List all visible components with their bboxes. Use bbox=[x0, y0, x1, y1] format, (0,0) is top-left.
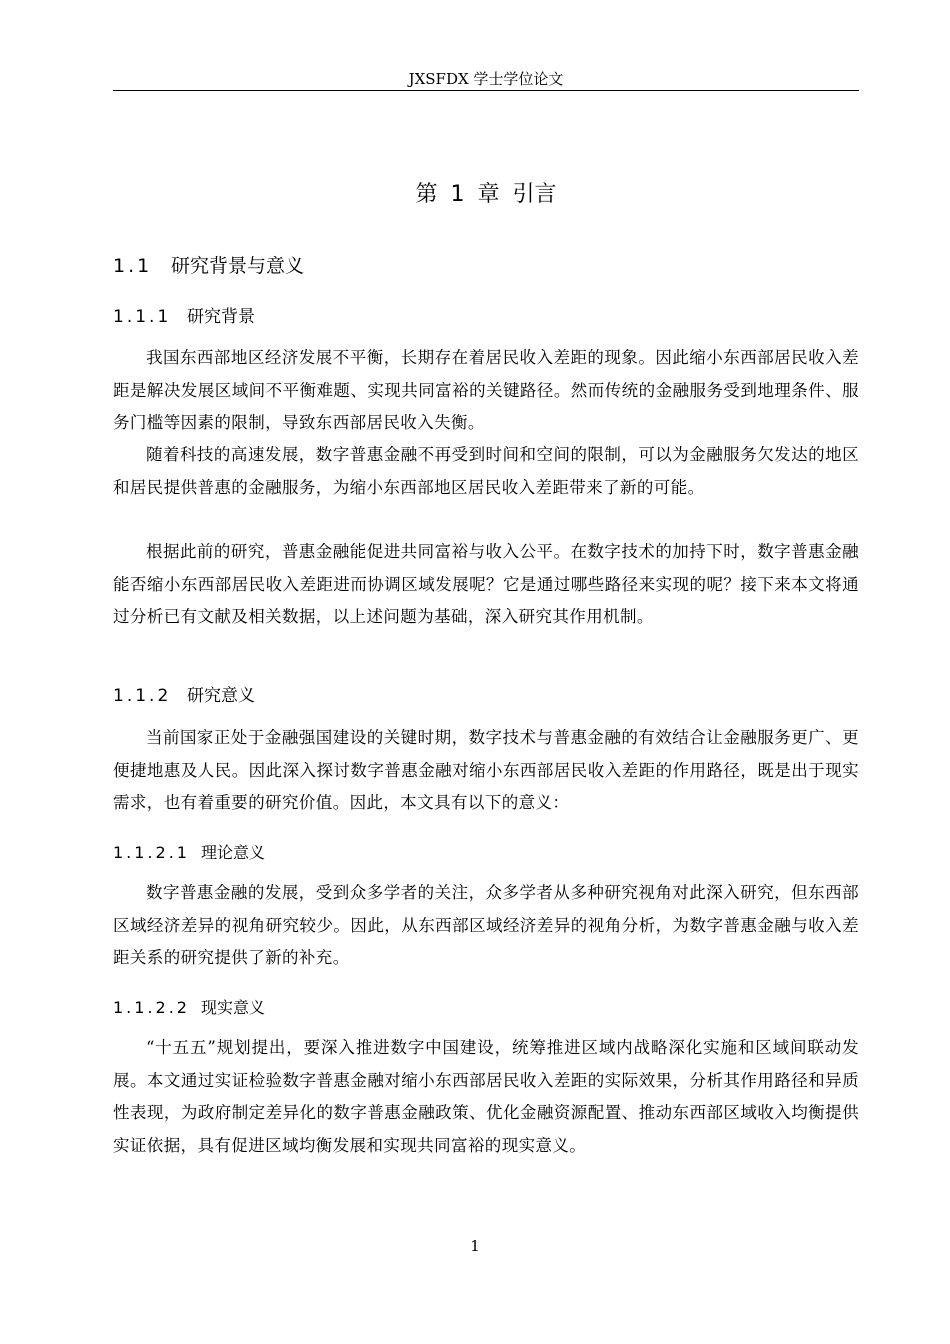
section-heading-1-1 bbox=[113, 252, 304, 280]
section-title: 研究意义 bbox=[187, 686, 255, 706]
section-title: 现实意义 bbox=[201, 998, 266, 1017]
section-title: 理论意义 bbox=[201, 843, 266, 862]
section-number: 1.1 bbox=[113, 255, 153, 277]
paragraph-background-2: 随着科技的高速发展，数字普惠金融不再受到时间和空间的限制，可以为金融服务欠发达的地区和居民提供普惠的金融服务，为缩小东西部地区居民收入差距带来了新的可能。 bbox=[113, 445, 859, 497]
section-title: 研究背景与意义 bbox=[171, 255, 305, 277]
section-heading-1-1-1 bbox=[113, 304, 255, 330]
paragraph-background-3: 根据此前的研究，普惠金融能促进共同富裕与收入公平。在数字技术的加持下时，数字普惠金融能否缩小东西部居民收入差距进而协调区域发展呢？它是通过哪些路径来实现的呢？接下来本文将通过分析已有文献及相关数据，以上述问题为基础，深入研究其作用机制。 bbox=[113, 542, 859, 626]
section-heading-1-1-2-1 bbox=[113, 841, 265, 865]
paragraph-significance: 当前国家正处于金融强国建设的关键时期，数字技术与普惠金融的有效结合让金融服务更广、更便捷地惠及人民。因此深入探讨数字普惠金融对缩小东西部居民收入差距的作用路径，既是出于现实需求，也有着重要的研究价值。因此，本文具有以下的意义： bbox=[113, 728, 859, 812]
section-heading-1-1-2 bbox=[113, 683, 255, 709]
header-rule bbox=[113, 90, 859, 91]
paragraph-theoretical: 数字普惠金融的发展，受到众多学者的关注，众多学者从多种研究视角对此深入研究，但东西部区域经济差异的视角研究较少。因此，从东西部区域经济差异的视角分析，为数字普惠金融与收入差距关系的研究提供了新的补充。 bbox=[113, 883, 859, 967]
section-heading-1-1-2-2 bbox=[113, 996, 265, 1020]
section-number: 1.1.2.1 bbox=[113, 843, 190, 862]
section-number: 1.1.2 bbox=[113, 686, 172, 706]
paragraph-background-1: 我国东西部地区经济发展不平衡，长期存在着居民收入差距的现象。因此缩小东西部居民收入差距是解决发展区域间不平衡难题、实现共同富裕的关键路径。然而传统的金融服务受到地理条件、服务门槛等因素的限制，导致东西部居民收入失衡。 bbox=[113, 348, 859, 432]
section-title: 研究背景 bbox=[187, 307, 255, 327]
chapter-title: 第 1 章 引言 bbox=[415, 182, 557, 207]
section-number: 1.1.2.2 bbox=[113, 998, 190, 1017]
page-number: 1 bbox=[470, 1237, 480, 1255]
section-number: 1.1.1 bbox=[113, 307, 172, 327]
running-header: JXSFDX 学士学位论文 bbox=[408, 70, 564, 88]
paragraph-practical: “十五五”规划提出，要深入推进数字中国建设，统筹推进区域内战略深化实施和区域间联动发展。本文通过实证检验数字普惠金融对缩小东西部居民收入差距的实际效果，分析其作用路径和异质性表现，为政府制定差异化的数字普惠金融政策、优化金融资源配置、推动东西部区域收入均衡提供实证依据，具有促进区域均衡发展和实现共同富裕的现实意义。 bbox=[113, 1038, 859, 1155]
